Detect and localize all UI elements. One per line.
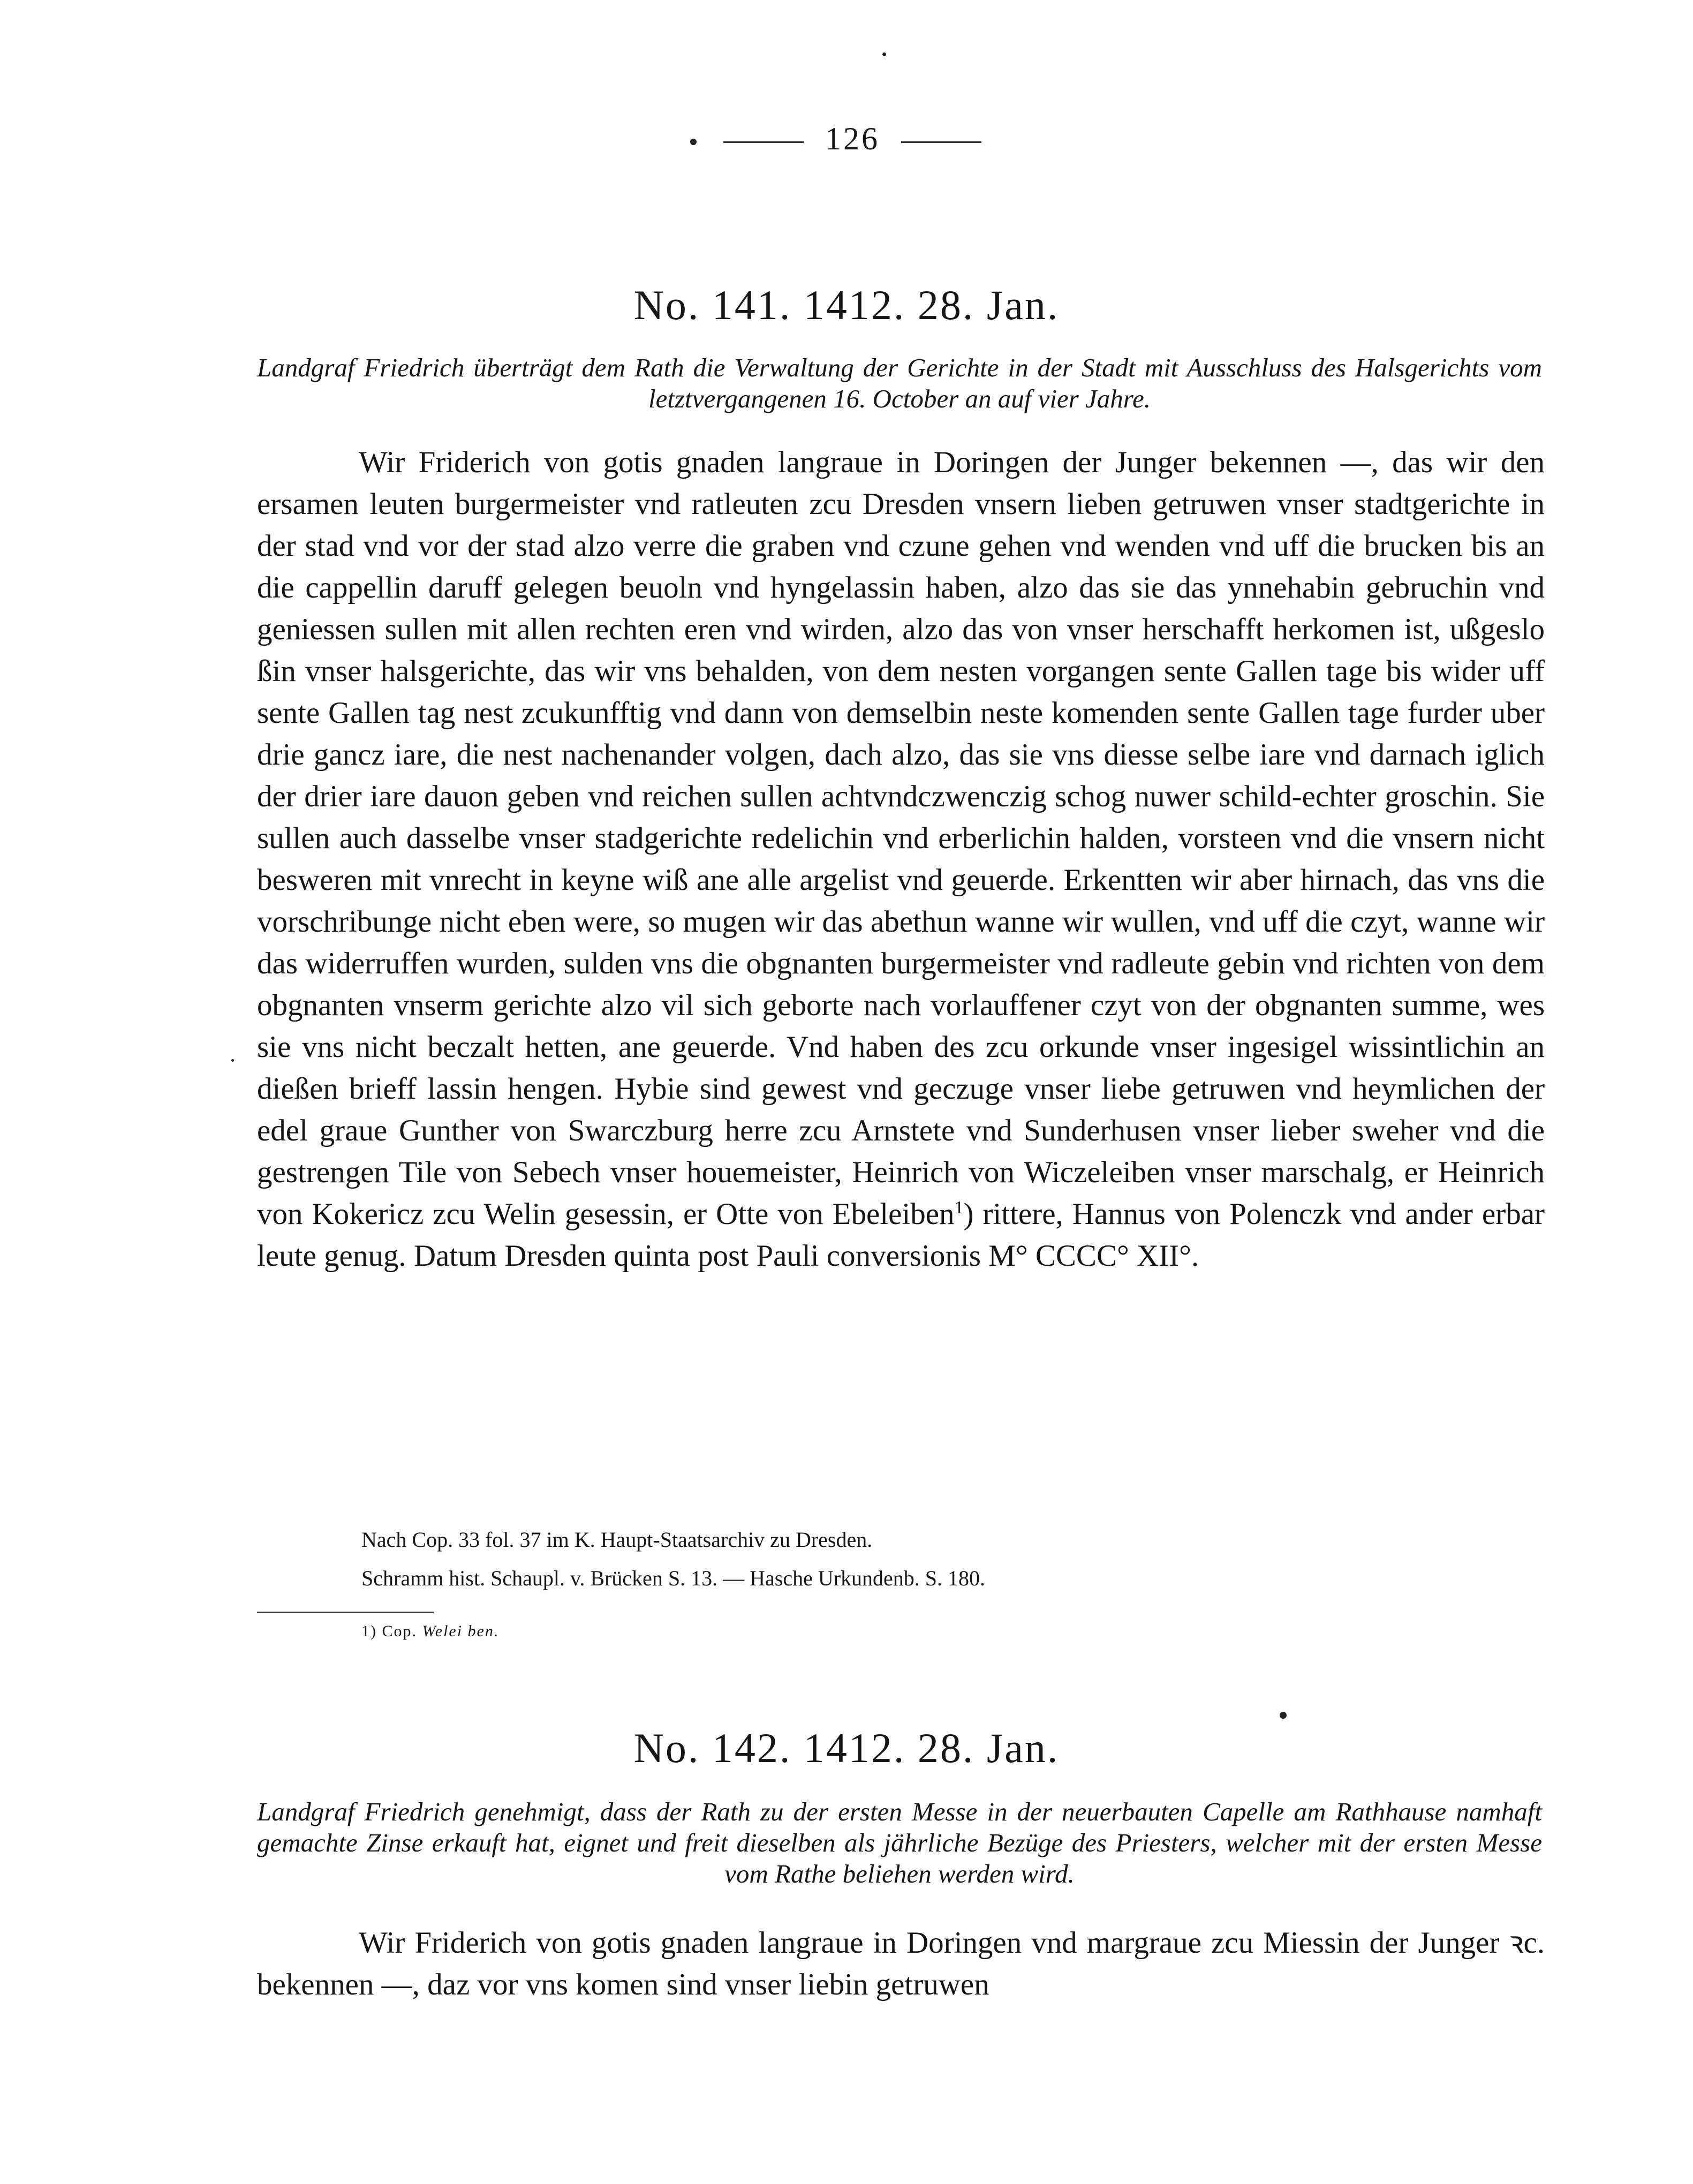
doc141-heading: No. 141. 1412. 28. Jan.: [633, 282, 1060, 328]
doc142-body: [257, 1922, 1545, 2006]
footnote-variant: Welei ben.: [422, 1622, 500, 1640]
page-number: 126: [825, 121, 880, 156]
source-line: Schramm hist. Schaupl. v. Brücken S. 13. — Hasche Urkundenb. S. 180.: [361, 1566, 986, 1590]
doc141-body: [257, 442, 1545, 1277]
footnote: [361, 1622, 499, 1641]
doc141-paragraph: [257, 442, 1545, 1277]
doc142-summary: Landgraf Friedrich genehmigt, dass der Rath zu der ersten Messe in der neuerbauten Capelle am Rathhause namhaft gemachte Zinse erkauft hat, eignet und freit dieselben als jährliche Bezüge des Priesters, welcher mit der ersten Messe vom Rathe beliehen werden wird.: [257, 1797, 1542, 1888]
dash-left: [723, 141, 804, 143]
doc142-paragraph: Wir Friderich von gotis gnaden langraue in Doringen vnd margraue zcu Miessin der Junger ꝛc. bekennen —, daz vor vns komen sind vnser liebin getruwen: [257, 1926, 1545, 2001]
footnote-number: 1): [361, 1622, 377, 1640]
source-line: Nach Cop. 33 fol. 37 im K. Haupt-Staatsarchiv zu Dresden.: [361, 1528, 873, 1552]
footnote-text: Cop.: [382, 1622, 418, 1640]
doc141-sources: [361, 1521, 1539, 1598]
dash-right: [901, 141, 981, 143]
page-number-line: [0, 120, 1693, 157]
scan-speck: [882, 52, 886, 56]
doc141-text-main: Wir Friderich von gotis gnaden langraue in Doringen der Junger bekennen —, das wir den ersamen leuten burgermeister vnd ratleuten zcu Dresden vnsern lieben getruwen vnser stadtgerichte in der stad vnd vor der stad alzo verre die graben vnd czune gehen vnd wenden vnd uff die brucken bis an die cappellin daruff gelegen beuoln vnd hyngelassin haben, alzo das sie das ynnehabin gebruchin vnd geniessen sullen mit allen rechten eren vnd wirden, alzo das von vnser herschafft herkomen ist, ußgeslo ßin vnser halsgerichte, das wir vns behalden, von dem nesten vorgangen sente Gallen tage bis wider uff sente Gallen tag nest zcukunfftig vnd dann von demselbin neste komenden sente Gallen tage furder uber drie gancz iare, die nest nachenander volgen, dach alzo, das sie vns diesse selbe iare vnd darnach iglich der drier iare dauon geben vnd reichen sullen achtvndczwenczig schog nuwer schild-echter groschin. Sie sullen auch dasselbe vnser stadgerichte redelichin vnd erberlichin halden, vorsteen vnd die vnsern nicht besweren mit vnrecht in keyne wiß ane alle argelist vnd geuerde. Erkentten wir aber hirnach, das vns die vorschribunge nicht eben were, so mugen wir das abethun wanne wir wullen, vnd uff die czyt, wanne wir das widerruffen wurden, sulden vns die obgnanten burgermeister vnd radleute gebin vnd richten von dem obgnanten vnserm gerichte alzo vil sich geborte nach vorlauffener czyt von der obgnanten summe, wes sie vns nicht beczalt hetten, ane geuerde. Vnd haben des zcu orkunde vnser ingesigel wissintlichin an dießen brieff lassin hengen. Hybie sind gewest vnd geczuge vnser liebe getruwen vnd heymlichen der edel graue Gunther von Swarczburg herre zcu Arnstete vnd Sunderhusen vnser lieber sweher vnd die gestrengen Tile von Sebech vnser houemeister, Heinrich von Wiczeleiben vnser marschalg, er Heinrich von Kokericz zcu Welin gesessin, er Otte von Ebeleiben: [257, 445, 1545, 1231]
footnote-divider: [257, 1612, 434, 1613]
ornament-dot: [690, 139, 697, 145]
doc142-heading: No. 142. 1412. 28. Jan.: [633, 1725, 1060, 1771]
scan-speck: [1280, 1712, 1287, 1719]
doc141-text-end: ) rittere, Hannus von Polenczk vnd ander erbar leute genug. Datum Dresden quinta post Pauli conversionis M° CCCC° XII°.: [257, 1197, 1545, 1273]
scan-speck: [231, 1059, 234, 1062]
footnote-reference: 1: [954, 1198, 964, 1218]
doc141-summary: Landgraf Friedrich überträgt dem Rath die Verwaltung der Gerichte in der Stadt mit Ausschluss des Halsgerichts vom letztvergangenen 16. October an auf vier Jahre.: [257, 353, 1542, 413]
